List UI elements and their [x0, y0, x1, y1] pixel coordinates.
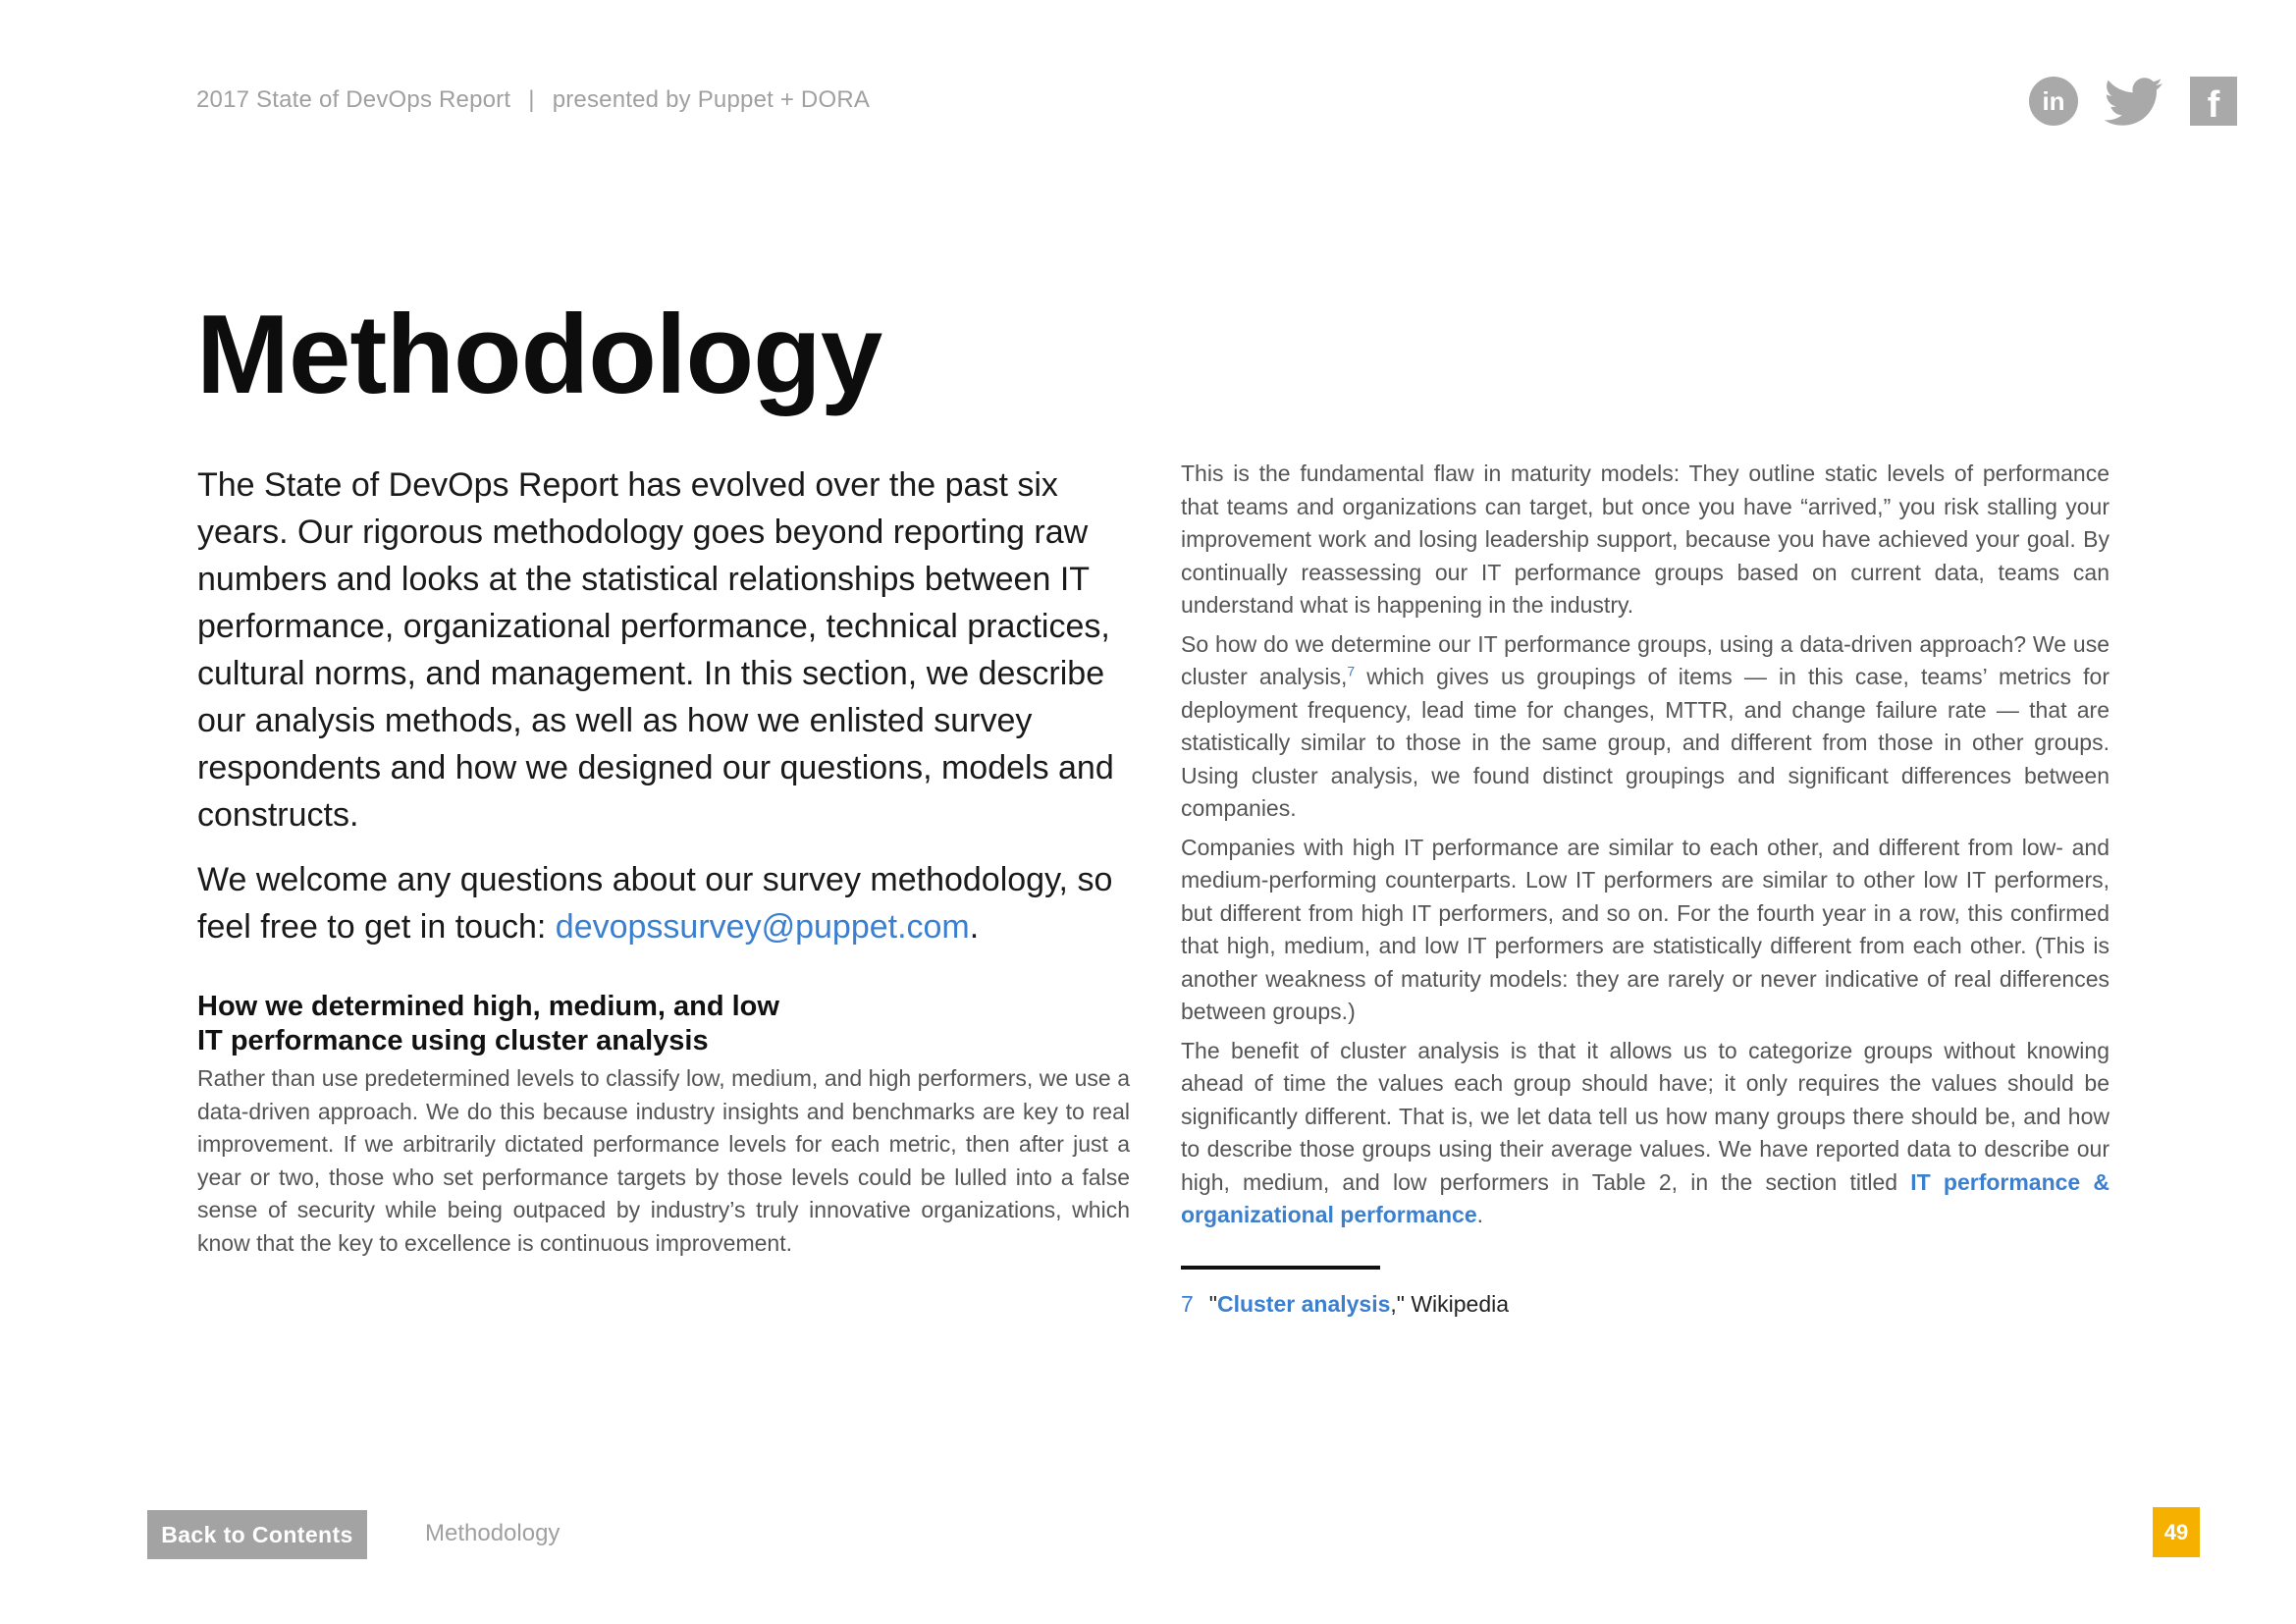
- subheading-line-1: How we determined high, medium, and low: [197, 991, 779, 1022]
- facebook-icon[interactable]: [2190, 77, 2237, 126]
- report-title: 2017 State of DevOps Report: [196, 86, 511, 113]
- cluster-text-b: which gives us groupings of items — in this case, teams’ metrics for deployment frequency, lead time for changes, MTTR, and change failure rate — that are statistically similar to those in the same group, and different from those in other groups. Using cluster analysis, we found distinct groupings and significant differences between companies.: [1181, 664, 2109, 821]
- right-column: [1181, 458, 2109, 1318]
- contact-suffix: .: [969, 908, 980, 946]
- maturity-flaw-paragraph: This is the fundamental flaw in maturity models: They outline static levels of performance that teams and organizations can target, but once you have “arrived,” you risk stalling your improvement work and losing leadership support, because you have achieved your goal. By continually reassessing our IT performance groups based on current data, teams can understand what is happening in the industry.: [1181, 460, 2109, 618]
- benefit-suffix: .: [1476, 1202, 1484, 1227]
- left-column: [197, 461, 1140, 1260]
- cluster-analysis-paragraph: [1181, 628, 2109, 826]
- intro-paragraph: The State of DevOps Report has evolved over the past six years. Our rigorous methodology goes beyond reporting raw numbers and looks at the statistical relationships between IT performance, organizational performance, technical practices, cultural norms, and management. In this section, we describe our analysis methods, as well as how we enlisted survey respondents and how we designed our questions, models and constructs.: [197, 466, 1114, 834]
- benefit-paragraph: [1181, 1035, 2109, 1232]
- section-subheading: [197, 990, 1140, 1058]
- cluster-intro-paragraph: Rather than use predetermined levels to classify low, medium, and high performers, we use a data-driven approach. We do this because industry insights and benchmarks are key to real improvement. If we arbitrarily dictated performance levels for each metric, then after just a year or two, those who set performance targets by those levels could be lulled into a false sense of security while being outpaced by industry’s truly innovative organizations, which know that the key to excellence is continuous improvement.: [197, 1065, 1130, 1256]
- linkedin-label: in: [2042, 86, 2065, 116]
- page-title: Methodology: [196, 293, 882, 417]
- facebook-label: f: [2207, 84, 2220, 126]
- contact-prefix: We welcome any questions about our survey methodology, so feel free to get in touch:: [197, 861, 1113, 946]
- presented-by: presented by Puppet + DORA: [552, 86, 871, 113]
- footer-section-label: Methodology: [425, 1520, 561, 1546]
- performers-paragraph: Companies with high IT performance are similar to each other, and different from low- and medium-performing counterparts. Low IT performers are similar to other low IT performers, but different from high IT performers, and so on. For the fourth year in a row, this confirmed that high, medium, and low IT performers are statistically different from each other. (This is another weakness of maturity models: they are rarely or never indicative of real differences between groups.): [1181, 834, 2109, 1024]
- cluster-analysis-wiki-link[interactable]: Cluster analysis: [1216, 1290, 1391, 1317]
- social-links: [2029, 75, 2237, 128]
- footnote-quote-open: ": [1208, 1290, 1217, 1317]
- it-performance-link[interactable]: IT performance & organizational performance: [1181, 1168, 2110, 1227]
- footnote-source: ," Wikipedia: [1390, 1290, 1510, 1317]
- running-header: [196, 86, 870, 114]
- contact-paragraph: [197, 856, 1140, 950]
- footnote-divider: [1181, 1266, 1380, 1270]
- benefit-text: The benefit of cluster analysis is that it allows us to categorize groups without knowing ahead of time the values each group should have; it only requires the values should be significantly different. That is, we let data tell us how many groups there should be, and how to describe those groups using their average values. We have reported data to describe our high, medium, and low performers in Table 2, in the section titled: [1181, 1037, 2109, 1195]
- email-link[interactable]: devopssurvey@puppet.com: [555, 908, 970, 946]
- linkedin-icon[interactable]: [2029, 77, 2078, 126]
- page-number-badge: 49: [2153, 1507, 2200, 1557]
- footnote-number: 7: [1181, 1290, 1194, 1317]
- back-to-contents-button[interactable]: Back to Contents: [147, 1510, 367, 1559]
- cluster-text-a: So how do we determine our IT performance groups, using a data-driven approach? We use cluster analysis,: [1181, 630, 2109, 689]
- twitter-icon[interactable]: [2104, 77, 2164, 126]
- subheading-line-2: IT performance using cluster analysis: [197, 1025, 709, 1056]
- footnote: [1181, 1291, 2109, 1318]
- header-separator: |: [528, 86, 535, 113]
- footnote-reference[interactable]: 7: [1347, 663, 1356, 679]
